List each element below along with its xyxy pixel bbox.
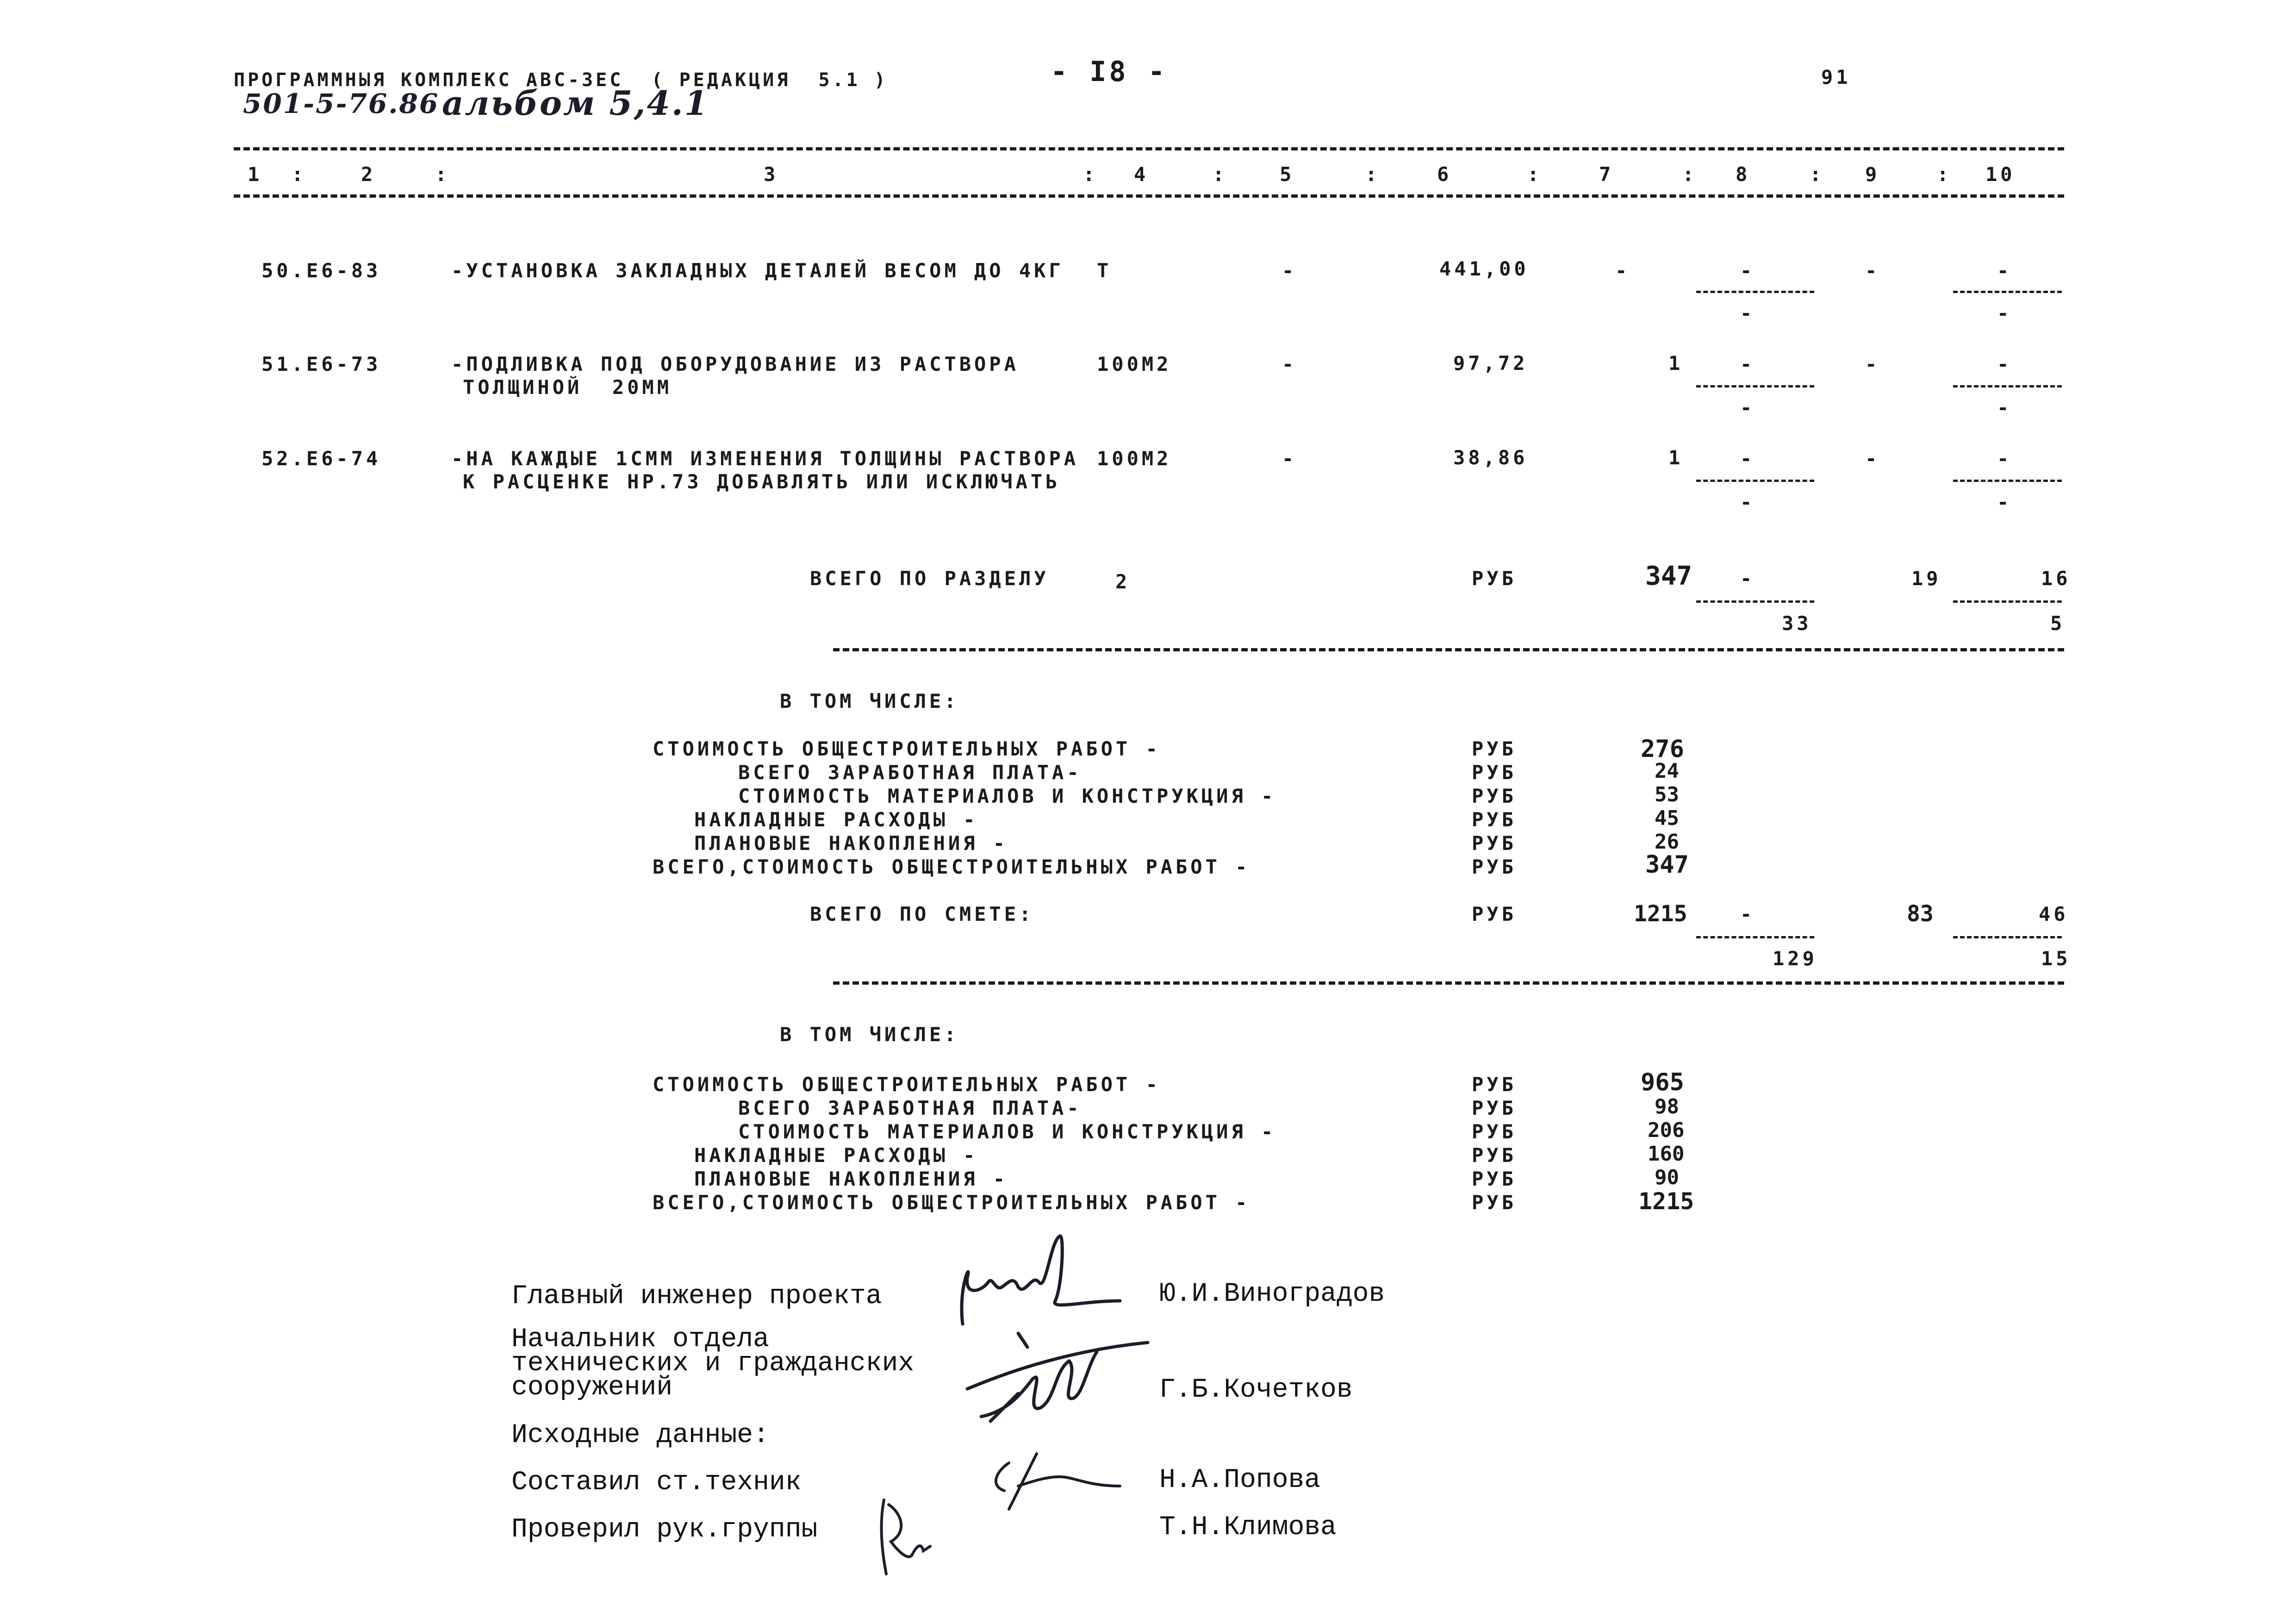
- breakdown-label: ВСЕГО ЗАРАБОТНАЯ ПЛАТА-: [738, 761, 1082, 784]
- fraction-rule: [1696, 291, 1814, 293]
- breakdown-value: 53: [1655, 783, 1679, 806]
- table-header-rule: [234, 194, 2064, 198]
- signature-role: Исходные данные:: [511, 1420, 769, 1450]
- row-col8-lower: -: [1740, 396, 1755, 419]
- breakdown-title: В ТОМ ЧИСЛЕ:: [780, 690, 959, 712]
- estimate-col10: 46: [2039, 903, 2069, 925]
- row-col10: -: [1997, 353, 2012, 375]
- breakdown-label: НАКЛАДНЫЕ РАСХОДЫ -: [694, 1144, 978, 1167]
- row-col9: -: [1865, 353, 1880, 375]
- column-separator: :: [1810, 163, 1825, 186]
- breakdown-label: ВСЕГО,СТОИМОСТЬ ОБЩЕСТРОИТЕЛЬНЫХ РАБОТ -: [653, 856, 1251, 878]
- row-quantity: -: [1282, 353, 1297, 375]
- row-quantity: -: [1282, 259, 1297, 282]
- breakdown-label: ВСЕГО,СТОИМОСТЬ ОБЩЕСТРОИТЕЛЬНЫХ РАБОТ -: [653, 1191, 1251, 1214]
- column-separator: :: [1083, 163, 1098, 186]
- column-header: 7: [1599, 163, 1614, 186]
- row-description-cont: ТОЛЩИНОЙ 20ММ: [463, 376, 672, 399]
- estimate-total-label: ВСЕГО ПО СМЕТЕ:: [810, 903, 1034, 925]
- sheet-number: 91: [1821, 66, 1851, 88]
- breakdown-currency: РУБ: [1472, 1168, 1517, 1190]
- breakdown-value: 26: [1655, 830, 1679, 854]
- breakdown-currency: РУБ: [1472, 808, 1517, 831]
- breakdown-label: ПЛАНОВЫЕ НАКОПЛЕНИЯ -: [694, 832, 1008, 855]
- row-col7: -: [1615, 259, 1630, 282]
- breakdown-label: СТОИМОСТЬ МАТЕРИАЛОВ И КОНСТРУКЦИЯ -: [738, 785, 1276, 807]
- fraction-rule: [1953, 480, 2062, 482]
- column-header: 5: [1280, 163, 1295, 186]
- estimate-col10-lower: 15: [2041, 947, 2071, 970]
- row-description: -НА КАЖДЫЕ 1СММ ИЗМЕНЕНИЯ ТОЛЩИНЫ РАСТВОРА: [451, 447, 1079, 470]
- column-separator: :: [292, 163, 307, 186]
- signature-scribble-vinogradov: [944, 1231, 1157, 1333]
- section-rule: [833, 648, 2064, 651]
- table-top-rule: [234, 147, 2064, 150]
- column-separator: :: [1213, 163, 1228, 186]
- signature-role: Главный инженер проекта: [511, 1281, 882, 1312]
- row-col8-lower: -: [1740, 491, 1755, 513]
- column-header: 10: [1985, 163, 2016, 186]
- row-col8: -: [1740, 353, 1755, 375]
- column-separator: :: [1365, 163, 1381, 186]
- row-price: 38,86: [1453, 446, 1528, 469]
- row-col10: -: [1997, 447, 2012, 470]
- fraction-rule: [1953, 600, 2062, 603]
- row-col10-lower: -: [1997, 302, 2012, 325]
- breakdown-value: 45: [1655, 806, 1679, 830]
- section-col10-lower: 5: [2050, 612, 2066, 635]
- breakdown-currency: РУБ: [1472, 1144, 1517, 1167]
- column-separator: :: [1937, 163, 1952, 186]
- fraction-rule: [1696, 936, 1814, 938]
- column-header: 9: [1865, 163, 1880, 186]
- breakdown-value: 98: [1655, 1095, 1679, 1118]
- breakdown-currency: РУБ: [1472, 785, 1517, 807]
- estimate-col8: -: [1740, 903, 1755, 925]
- row-col9: -: [1865, 259, 1880, 282]
- row-unit: 100М2: [1097, 353, 1172, 375]
- section-col9: 19: [1911, 567, 1941, 590]
- column-header: 1: [248, 163, 263, 186]
- row-code: 51.Е6-73: [261, 353, 381, 375]
- row-unit: Т: [1097, 259, 1112, 282]
- row-col7: 1: [1668, 446, 1684, 469]
- breakdown-value: 1215: [1638, 1188, 1694, 1215]
- section-col8: -: [1740, 567, 1755, 590]
- breakdown-label: ВСЕГО ЗАРАБОТНАЯ ПЛАТА-: [738, 1097, 1082, 1119]
- section-col10: 16: [2041, 567, 2071, 590]
- breakdown-currency: РУБ: [1472, 1097, 1517, 1119]
- fraction-rule: [1696, 600, 1814, 603]
- row-col10-lower: -: [1997, 491, 2012, 513]
- row-col8: -: [1740, 259, 1755, 282]
- row-code: 52.Е6-74: [261, 447, 381, 470]
- row-col9: -: [1865, 447, 1880, 470]
- breakdown-currency: РУБ: [1472, 737, 1517, 760]
- program-title: ПРОГРАММНЫЯ КОМПЛЕКС АВС-ЗЕС ( РЕДАКЦИЯ 5.1 ): [234, 69, 888, 91]
- section-col7: 347: [1645, 561, 1692, 591]
- row-quantity: -: [1282, 447, 1297, 470]
- fraction-rule: [1953, 385, 2062, 387]
- row-col8: -: [1740, 447, 1755, 470]
- column-header: 2: [361, 163, 376, 186]
- row-description-cont: К РАСЦЕНКЕ НР.73 ДОБАВЛЯТЬ ИЛИ ИСКЛЮЧАТЬ: [463, 470, 1061, 493]
- breakdown-currency: РУБ: [1472, 1191, 1517, 1214]
- breakdown-currency: РУБ: [1472, 832, 1517, 855]
- signature-name: Н.А.Попова: [1159, 1465, 1321, 1495]
- handwritten-album: альбом 5,4.1: [442, 83, 709, 123]
- signature-name: Г.Б.Кочетков: [1159, 1375, 1353, 1405]
- column-header: 4: [1134, 163, 1149, 186]
- section-number: 2: [1115, 570, 1131, 593]
- section-currency: РУБ: [1472, 567, 1517, 590]
- row-code: 50.Е6-83: [261, 259, 381, 282]
- breakdown-title: В ТОМ ЧИСЛЕ:: [780, 1023, 959, 1046]
- breakdown-currency: РУБ: [1472, 761, 1517, 784]
- handwritten-code: 501-5-76.86: [243, 88, 440, 119]
- signature-scribble-klimova: [870, 1495, 944, 1579]
- column-separator: :: [435, 163, 450, 186]
- breakdown-currency: РУБ: [1472, 856, 1517, 878]
- row-col10: -: [1997, 259, 2012, 282]
- signature-scribble-kochetkov: [963, 1324, 1157, 1435]
- breakdown-value: 206: [1648, 1118, 1685, 1142]
- column-header: 8: [1736, 163, 1751, 186]
- signature-role: Проверил рук.группы: [511, 1515, 818, 1545]
- signature-name: Т.Н.Климова: [1159, 1512, 1337, 1543]
- breakdown-label: СТОИМОСТЬ ОБЩЕСТРОИТЕЛЬНЫХ РАБОТ -: [653, 1073, 1161, 1096]
- signature-name: Ю.И.Виноградов: [1159, 1279, 1385, 1309]
- breakdown-label: НАКЛАДНЫЕ РАСХОДЫ -: [694, 808, 978, 831]
- breakdown-label: СТОИМОСТЬ ОБЩЕСТРОИТЕЛЬНЫХ РАБОТ -: [653, 737, 1161, 760]
- section-total-label: ВСЕГО ПО РАЗДЕЛУ: [810, 567, 1049, 590]
- row-col8-lower: -: [1740, 302, 1755, 325]
- estimate-col8-lower: 129: [1773, 947, 1817, 970]
- estimate-col7: 1215: [1634, 901, 1687, 927]
- section-col8-lower: 33: [1782, 612, 1812, 635]
- breakdown-value: 90: [1655, 1166, 1679, 1189]
- breakdown-currency: РУБ: [1472, 1073, 1517, 1096]
- breakdown-label: ПЛАНОВЫЕ НАКОПЛЕНИЯ -: [694, 1168, 1008, 1190]
- breakdown-value: 160: [1648, 1142, 1685, 1166]
- row-col7: 1: [1668, 352, 1684, 375]
- signature-scribble-popova: [981, 1444, 1129, 1518]
- breakdown-currency: РУБ: [1472, 1120, 1517, 1143]
- column-separator: :: [1527, 163, 1543, 186]
- signature-role: Составил ст.техник: [511, 1468, 802, 1498]
- breakdown-label: СТОИМОСТЬ МАТЕРИАЛОВ И КОНСТРУКЦИЯ -: [738, 1120, 1276, 1143]
- row-col10-lower: -: [1997, 396, 2012, 419]
- estimate-currency: РУБ: [1472, 903, 1517, 925]
- breakdown-value: 276: [1641, 735, 1684, 763]
- column-header: 3: [764, 163, 779, 186]
- fraction-rule: [1696, 385, 1814, 387]
- breakdown-value: 24: [1655, 759, 1679, 783]
- fraction-rule: [1696, 480, 1814, 482]
- page-number: - I8 -: [1051, 56, 1168, 88]
- fraction-rule: [1953, 936, 2062, 938]
- column-header: 6: [1437, 163, 1452, 186]
- breakdown-value: 347: [1645, 851, 1689, 879]
- breakdown-value: 965: [1641, 1068, 1684, 1096]
- row-description: -УСТАНОВКА ЗАКЛАДНЫХ ДЕТАЛЕЙ ВЕСОМ ДО 4КГ: [451, 259, 1064, 282]
- estimate-rule: [833, 981, 2064, 985]
- estimate-col9: 83: [1907, 901, 1934, 927]
- row-price: 97,72: [1453, 352, 1528, 375]
- row-description: -ПОДЛИВКА ПОД ОБОРУДОВАНИЕ ИЗ РАСТВОРА: [451, 353, 1019, 375]
- row-unit: 100М2: [1097, 447, 1172, 470]
- fraction-rule: [1953, 291, 2062, 293]
- row-price: 441,00: [1439, 257, 1529, 280]
- signature-role: Начальник отдела технических и гражданских сооружений: [511, 1324, 915, 1403]
- column-separator: :: [1682, 163, 1698, 186]
